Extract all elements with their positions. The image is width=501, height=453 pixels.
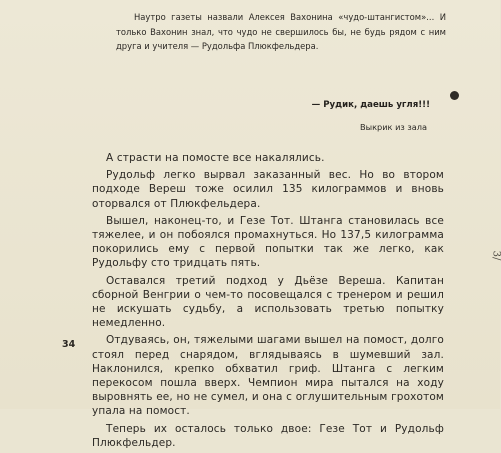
exclamation-quote: — Рудик, даешь угля!!! [311,100,430,110]
photo-caption [116,10,446,54]
paragraph: Отдуваясь, он, тяжелыми шагами вышел на помост, долго стоял перед снарядом, вглядываясь в шумевший зал. Наклонился, крепко обхватил гриф. Штанга с легким перекосом пошла вверх. Чемпион мира пытался на ходу выровнять ее, но не сумел, и она с оглушительным грохотом упала на помост. [92,334,444,418]
exclamation-source: Выкрик из зала [360,122,427,132]
bullet-dot [450,91,459,100]
page-number: 34 [62,339,76,350]
edge-mark: 3/ [490,250,501,261]
paragraph: Вышел, наконец-то, и Гезе Тот. Штанга становилась все тяжелее, и он побоялся промахнуться. Но 137,5 килограмма покорились ему с первой попытки так же легко, как Рудольфу сто тридцать пять. [92,214,444,270]
paragraph: А страсти на помосте все накалялись. [106,152,325,164]
body-text [92,151,444,453]
paragraph: Оставался третий подход у Дьёзе Вереша. Капитан сборной Венгрии о чем-то посовещался с тренером и решил не искушать судьбу, а использовать третью попытку немедленно. [92,274,444,330]
paragraph: Теперь их осталось только двое: Гезе Тот и Рудольф Плюкфельдер. [92,422,444,449]
paragraph: Рудольф легко вырвал заказанный вес. Но во втором подходе Вереш тоже осилил 135 килограммов и вновь оторвался от Плюкфельдера. [92,169,444,210]
caption-text: Наутро газеты назвали Алексея Вахонина «чудо-штангистом»... И только Вахонин знал, что чудо не свершилось бы, не будь рядом с ним друга и учителя — Рудольфа Плюкфельдера. [116,12,446,52]
